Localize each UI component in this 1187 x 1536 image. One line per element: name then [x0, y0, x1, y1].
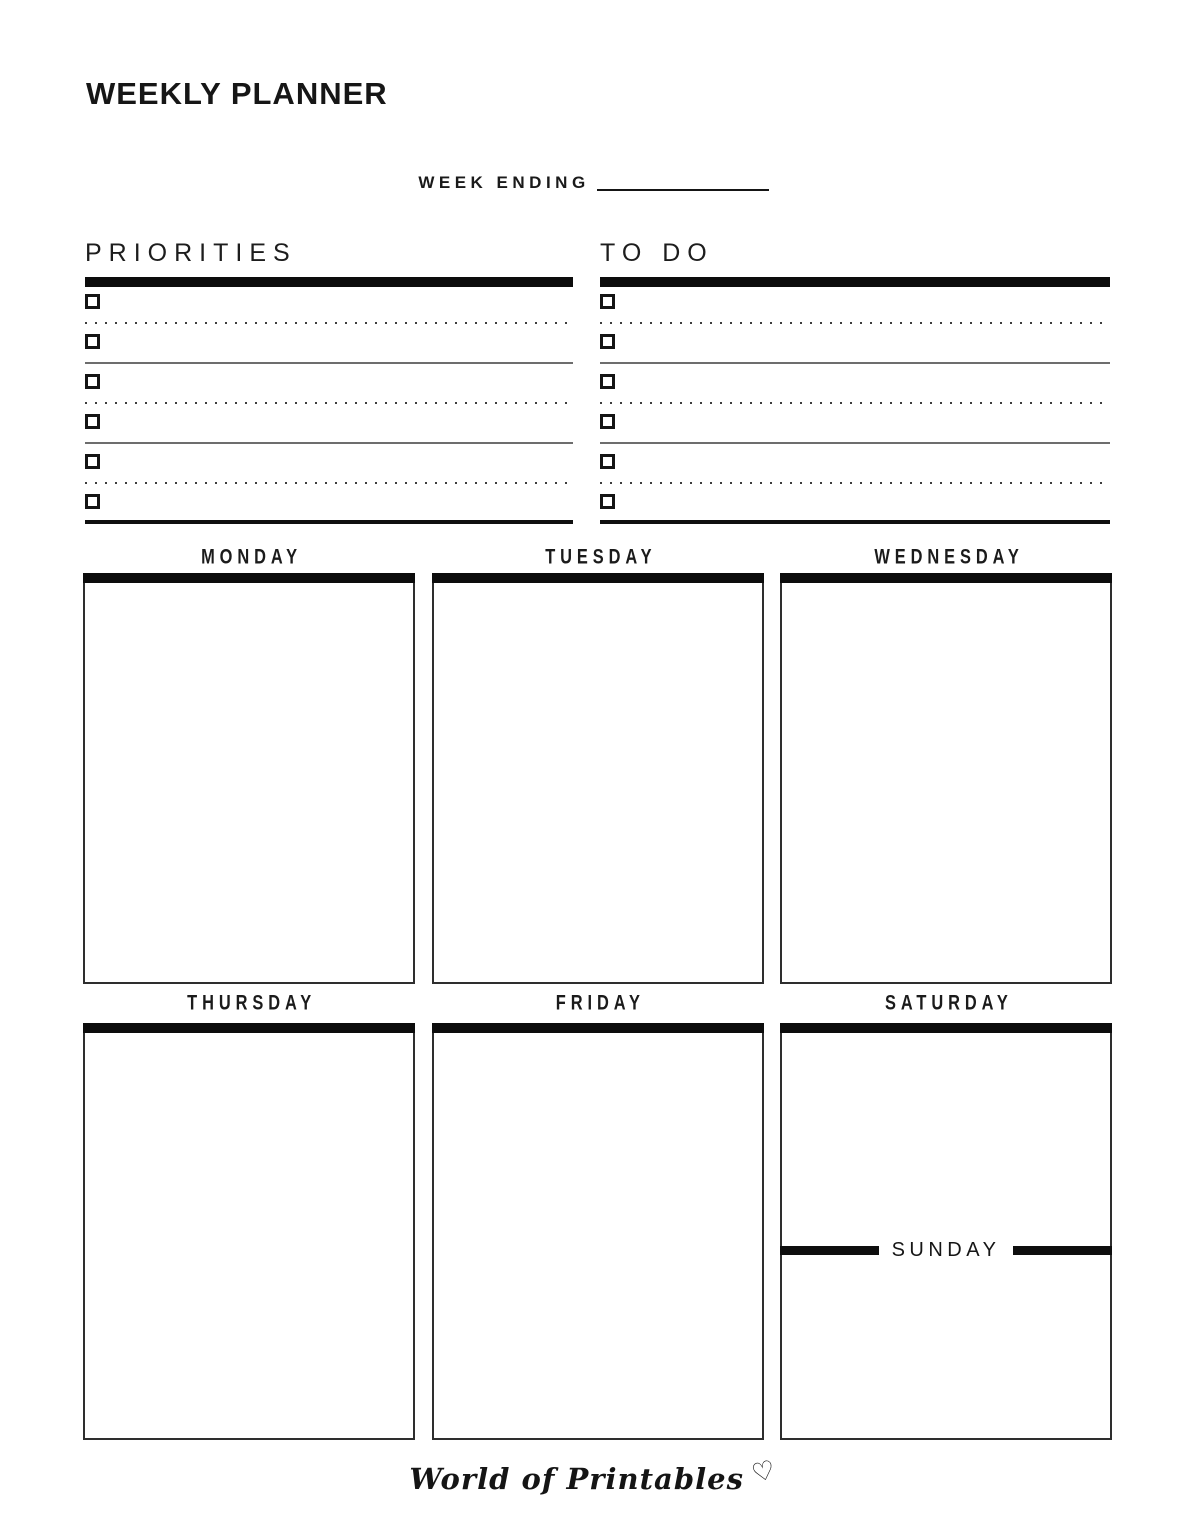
todo-row	[600, 487, 1110, 527]
todo-section	[600, 240, 1110, 527]
world-of-printables-logo: World of Printables	[409, 1462, 744, 1496]
priorities-row	[85, 287, 573, 327]
writing-line	[600, 482, 1110, 484]
priorities-row	[85, 487, 573, 527]
writing-line	[600, 402, 1110, 404]
week-ending	[0, 172, 1187, 194]
friday-notes-area[interactable]	[432, 1023, 764, 1440]
day-cell-wednesday	[780, 542, 1112, 984]
saturday-label: SATURDAY	[885, 991, 1013, 1015]
day-box-topbar	[780, 1023, 1112, 1033]
checkbox-icon[interactable]	[85, 454, 100, 469]
writing-line	[85, 322, 573, 324]
day-cell-friday	[432, 984, 764, 1440]
writing-line	[600, 520, 1110, 524]
checkbox-icon[interactable]	[600, 494, 615, 509]
priorities-row	[85, 367, 573, 407]
sunday-divider-bar-left	[780, 1246, 879, 1255]
day-cell-tuesday	[432, 542, 764, 984]
writing-line	[85, 442, 573, 444]
week-ending-label: WEEK ENDING	[418, 173, 590, 192]
writing-line	[600, 362, 1110, 364]
page-title: WEEKLY PLANNER	[86, 76, 388, 111]
writing-line	[85, 402, 573, 404]
day-cell-saturday	[780, 984, 1112, 1440]
day-grid-bottom-row	[83, 984, 1112, 1440]
footer-brand	[0, 1453, 1187, 1496]
checkbox-icon[interactable]	[85, 294, 100, 309]
todo-row	[600, 447, 1110, 487]
todo-header-bar	[600, 277, 1110, 287]
day-box-topbar	[432, 573, 764, 583]
day-grid-top-row	[83, 542, 1112, 984]
writing-line	[85, 362, 573, 364]
checkbox-icon[interactable]	[600, 294, 615, 309]
sunday-divider-bar-right	[1013, 1246, 1112, 1255]
todo-row	[600, 367, 1110, 407]
todo-row	[600, 327, 1110, 367]
priorities-header-bar	[85, 277, 573, 287]
priorities-section	[85, 240, 573, 527]
checkbox-icon[interactable]	[85, 334, 100, 349]
day-box-topbar	[780, 573, 1112, 583]
todo-row	[600, 287, 1110, 327]
thursday-label: THURSDAY	[187, 991, 317, 1015]
writing-line	[85, 482, 573, 484]
tuesday-label: TUESDAY	[544, 545, 657, 569]
checkbox-icon[interactable]	[85, 414, 100, 429]
checkbox-icon[interactable]	[600, 454, 615, 469]
heart-icon: ♡	[748, 1453, 779, 1489]
wednesday-label: WEDNESDAY	[874, 545, 1024, 569]
checklists	[85, 240, 1110, 527]
sunday-label: SUNDAY	[891, 1239, 1001, 1261]
checkbox-icon[interactable]	[85, 494, 100, 509]
writing-line	[85, 520, 573, 524]
day-grid	[83, 542, 1112, 1440]
priorities-row	[85, 407, 573, 447]
sunday-divider	[780, 1239, 1112, 1261]
saturday-notes-area[interactable]	[780, 1023, 1112, 1440]
writing-line	[600, 442, 1110, 444]
monday-notes-area[interactable]	[83, 573, 415, 984]
day-box-topbar	[432, 1023, 764, 1033]
day-cell-monday	[83, 542, 415, 984]
todo-title: TO DO	[600, 239, 714, 267]
priorities-title: PRIORITIES	[85, 239, 297, 267]
week-ending-input-line[interactable]	[597, 189, 769, 191]
writing-line	[600, 322, 1110, 324]
checkbox-icon[interactable]	[600, 334, 615, 349]
day-cell-thursday	[83, 984, 415, 1440]
day-box-topbar	[83, 573, 415, 583]
tuesday-notes-area[interactable]	[432, 573, 764, 984]
checkbox-icon[interactable]	[85, 374, 100, 389]
checkbox-icon[interactable]	[600, 374, 615, 389]
priorities-row	[85, 327, 573, 367]
friday-label: FRIDAY	[555, 991, 646, 1015]
todo-row	[600, 407, 1110, 447]
wednesday-notes-area[interactable]	[780, 573, 1112, 984]
day-box-topbar	[83, 1023, 415, 1033]
monday-label: MONDAY	[201, 545, 303, 569]
thursday-notes-area[interactable]	[83, 1023, 415, 1440]
checkbox-icon[interactable]	[600, 414, 615, 429]
priorities-row	[85, 447, 573, 487]
